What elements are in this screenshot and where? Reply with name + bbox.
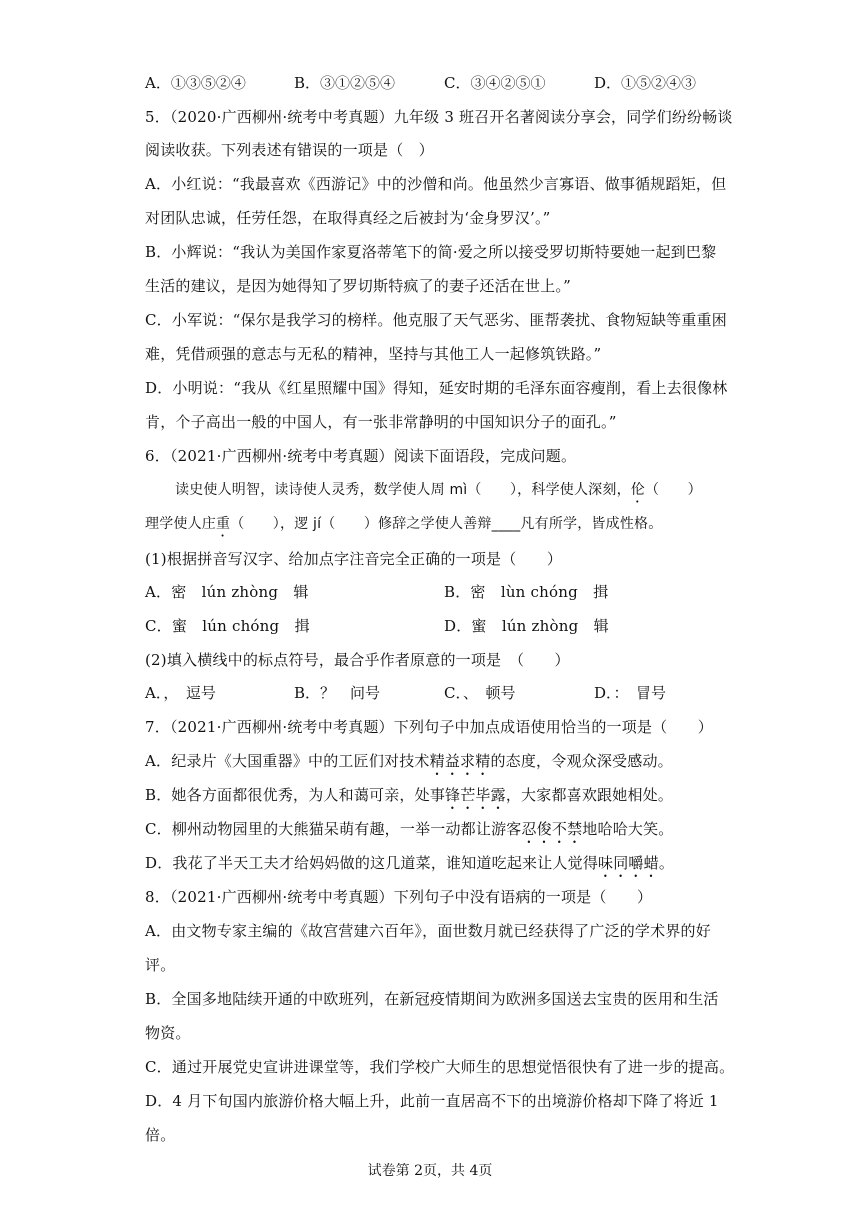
q6-sub1-option-c: C．蜜 lún chóng 揖 bbox=[145, 617, 310, 635]
q7-a-text: A．纪录片《大国重器》中的工匠们对技术 bbox=[145, 752, 430, 770]
q8-option-b-line-1: B．全国多地陆续开通的中欧班列，在新冠疫情期间为欧洲多国送去宝贵的医用和生活 bbox=[145, 990, 719, 1008]
q5-option-b-line-1: B．小辉说：“我认为美国作家夏洛蒂笔下的简·爱之所以接受罗切斯特要她一起到巴黎 bbox=[145, 243, 717, 261]
q7-b-idiom: 锋芒毕露 bbox=[445, 786, 506, 804]
q8-option-b-line-2: 物资。 bbox=[145, 1024, 191, 1042]
q5-option-c-line-2: 难，凭借顽强的意志与无私的精神，坚持与其他工人一起修筑铁路。” bbox=[145, 345, 602, 363]
q6-sub1-option-d: D．蜜 lún zhòng 辑 bbox=[444, 617, 609, 635]
q5-stem-line-2: 阅读收获。下列表述有错误的一项是（ ） bbox=[145, 141, 434, 159]
q8-option-a-line-2: 评。 bbox=[145, 956, 176, 974]
q5-stem-line-1: 5．（2020·广西柳州·统考中考真题）九年级 3 班召开名著阅读分享会，同学们纷纷畅谈 bbox=[145, 108, 733, 126]
q8-option-a-line-1: A．由文物专家主编的《故宫营建六百年》，面世数月就已经获得了广泛的学术界的好 bbox=[145, 922, 711, 940]
q7-option-d bbox=[145, 853, 674, 881]
q6-passage-text: 理学使人庄 bbox=[145, 516, 216, 532]
q7-b-text: B．她各方面都很优秀，为人和蔼可亲，处事 bbox=[145, 786, 446, 804]
q6-stem: 6．（2021·广西柳州·统考中考真题）阅读下面语段，完成问题。 bbox=[145, 447, 577, 465]
q7-a-idiom: 精益求精 bbox=[429, 752, 491, 770]
q5-option-c-line-1: C．小军说：“保尔是我学习的榜样。他克服了天气恶劣、匪帮袭扰、食物短缺等重重困 bbox=[145, 311, 727, 329]
q6-sub1-option-a: A．密 lún zhòng 辑 bbox=[145, 583, 309, 601]
q7-b-text: ，大家都喜欢跟她相处。 bbox=[505, 786, 674, 804]
q5-option-a-line-2: 对团队忠诚，任劳任怨，在取得真经之后被封为‘金身罗汉’。” bbox=[145, 209, 551, 227]
q7-d-idiom: 味同嚼蜡 bbox=[598, 854, 659, 872]
q6-sub2-option-c: C．、 顿号 bbox=[444, 684, 516, 702]
q8-option-d-line-2: 倍。 bbox=[145, 1126, 176, 1144]
q7-a-text: 的态度，令观众深受感动。 bbox=[490, 752, 673, 770]
q7-c-idiom: 忍俊不禁 bbox=[521, 820, 583, 838]
q6-passage-line-1 bbox=[175, 480, 702, 506]
q6-sub2-stem: (2)填入横线中的标点符号，最合乎作者原意的一项是 （ ） bbox=[145, 651, 570, 669]
q7-option-b bbox=[145, 785, 673, 813]
q6-sub2-option-a: A．， 逗号 bbox=[145, 684, 216, 702]
q7-d-text: D．我花了半天工夫才给妈妈做的这几道菜，谁知道吃起来让人觉得 bbox=[145, 854, 599, 872]
q5-option-b-line-2: 生活的建议，是因为她得知了罗切斯特疯了的妻子还活在世上。” bbox=[145, 277, 571, 295]
q4-option-c: C．③④②⑤① bbox=[444, 74, 546, 92]
q6-sub2-option-d: D．： 冒号 bbox=[594, 684, 667, 702]
q5-option-d-line-1: D．小明说：“我从《红星照耀中国》得知，延安时期的毛泽东面容瘦削，看上去很像林 bbox=[145, 379, 728, 397]
q7-c-text: C．柳州动物园里的大熊猫呆萌有趣，一举一动都让游客 bbox=[145, 820, 522, 838]
q7-d-text: 。 bbox=[658, 854, 675, 872]
q6-sub1-stem: (1)根据拼音写汉字、给加点字注音完全正确的一项是（ ） bbox=[145, 550, 563, 568]
q6-passage-line-2 bbox=[145, 514, 662, 540]
q6-passage-text: （ ），逻 jí（ ）修辞之学使人善辩____凡有所学，皆成性格。 bbox=[230, 516, 663, 532]
q6-dotted-char-lun: 伦 bbox=[630, 482, 645, 498]
q6-passage-text: （ ） bbox=[644, 482, 702, 498]
q8-option-d-line-1: D．4 月下旬国内旅游价格大幅上升，此前一直居高不下的出境游价格却下降了将近 1 bbox=[145, 1092, 719, 1110]
q6-sub1-option-b: B．密 lùn chóng 揖 bbox=[444, 583, 609, 601]
q7-stem: 7．（2021·广西柳州·统考中考真题）下列句子中加点成语使用恰当的一项是（ ） bbox=[145, 718, 713, 736]
page-footer: 试卷第 2页，共 4页 bbox=[367, 1163, 493, 1179]
q5-option-d-line-2: 肯，个子高出一般的中国人，有一张非常静明的中国知识分子的面孔。” bbox=[145, 413, 617, 431]
q6-sub2-option-b: B．？ 问号 bbox=[294, 684, 381, 702]
q5-option-a-line-1: A．小红说：“我最喜欢《西游记》中的沙僧和尚。他虽然少言寡语、做事循规蹈矩，但 bbox=[145, 175, 727, 193]
q4-option-d: D．①⑤②④③ bbox=[594, 74, 697, 92]
q7-option-c bbox=[145, 819, 674, 847]
q8-stem: 8．（2021·广西柳州·统考中考真题）下列句子中没有语病的一项是（ ） bbox=[145, 888, 653, 906]
q7-c-text: 地哈哈大笑。 bbox=[582, 820, 674, 838]
q8-option-c: C．通过开展党史宣讲进课堂等，我们学校广大师生的思想觉悟很快有了进一步的提高。 bbox=[145, 1058, 735, 1076]
q4-option-a: A．①③⑤②④ bbox=[145, 74, 246, 92]
q4-option-b: B．③①②⑤④ bbox=[294, 74, 396, 92]
q6-dotted-char-zhong: 重 bbox=[216, 516, 231, 532]
q6-passage-text: 读史使人明智，读诗使人灵秀，数学使人周 mì（ ），科学使人深刻， bbox=[175, 482, 631, 498]
q7-option-a bbox=[145, 751, 673, 779]
